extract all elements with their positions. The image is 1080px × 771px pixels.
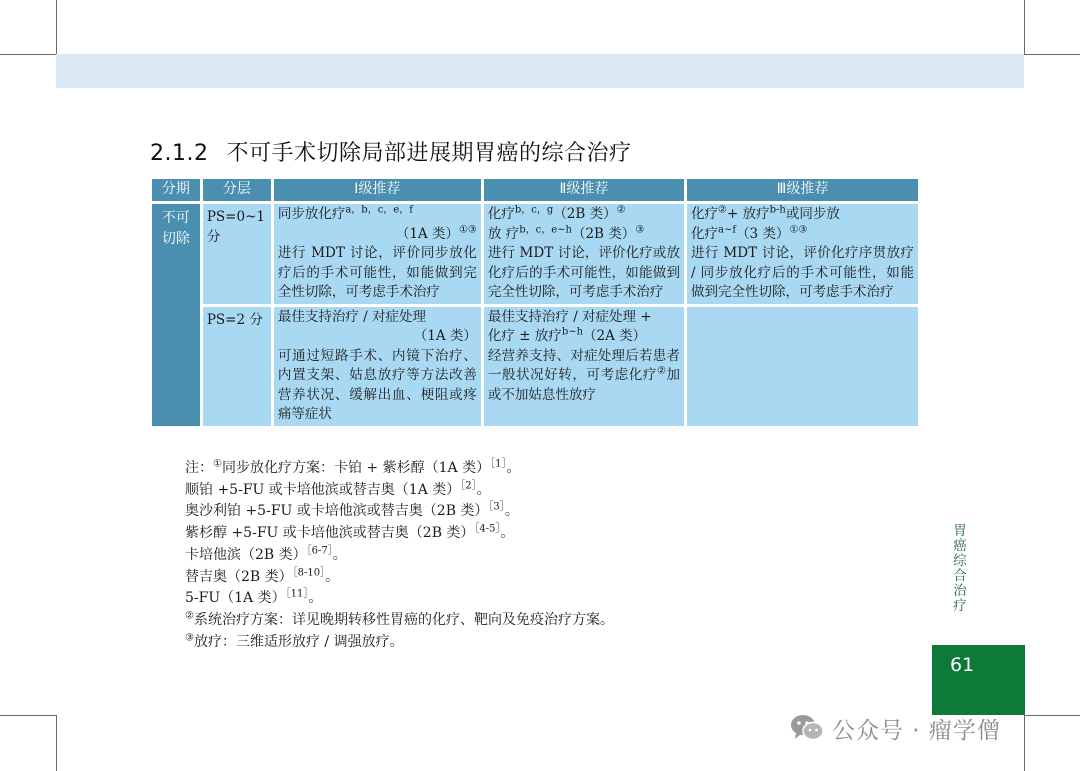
crop-mark bbox=[56, 715, 57, 771]
footnotes bbox=[185, 458, 614, 653]
page-number: 61 bbox=[950, 654, 975, 676]
footnote-line bbox=[185, 610, 614, 632]
cell-sup: ② bbox=[718, 204, 727, 216]
cell-sup: ② bbox=[616, 204, 626, 216]
cell-sup: b~h bbox=[561, 326, 584, 338]
level3-cell bbox=[687, 204, 918, 304]
cell-text: （3 类） bbox=[736, 225, 790, 242]
level2-cell bbox=[484, 307, 684, 426]
note-end: 。 bbox=[500, 525, 515, 542]
watermark bbox=[790, 708, 1001, 748]
crop-mark bbox=[0, 715, 56, 716]
page-number-box bbox=[932, 645, 1025, 715]
cell-text: 或同步放 bbox=[785, 206, 840, 222]
note-ref: ［6-7］ bbox=[306, 545, 333, 557]
header-level1: Ⅰ级推荐 bbox=[274, 179, 481, 201]
chapter-side-title bbox=[952, 524, 968, 614]
side-char: 疗 bbox=[953, 598, 967, 614]
cell-text: 可通过短路手术、内镜下治疗、内置支架、姑息放疗等方法改善营养状况、缓解出血、梗阻或疼痛等症状 bbox=[277, 347, 477, 422]
note-text: 系统治疗方案：详见晚期转移性胃癌的化疗、靶向及免疫治疗方案。 bbox=[193, 611, 614, 628]
side-char: 治 bbox=[953, 583, 967, 599]
crop-mark bbox=[1024, 0, 1025, 54]
footnote-line bbox=[185, 545, 614, 567]
cell-text: 化疗 bbox=[487, 206, 515, 222]
cell-sup: ② bbox=[656, 365, 667, 377]
note-text: 5-FU（1A 类） bbox=[185, 590, 286, 607]
cell-sup: ①③ bbox=[458, 224, 477, 235]
note-ref: ［1］ bbox=[490, 458, 507, 470]
crop-mark bbox=[1024, 715, 1025, 771]
note-end: 。 bbox=[476, 481, 491, 498]
cell-text: （2B 类） bbox=[571, 225, 636, 242]
footnote-line bbox=[185, 588, 614, 610]
note-text: 放疗：三维适形放疗 / 调强放疗。 bbox=[193, 633, 404, 650]
level2-cell bbox=[484, 204, 684, 304]
cell-sup: a，b，c，e，f bbox=[345, 204, 413, 216]
note-text: 替吉奥（2B 类） bbox=[185, 568, 293, 585]
crop-mark bbox=[0, 54, 56, 55]
cell-text: 同步放化疗 bbox=[277, 206, 346, 222]
cell-text: 最佳支持治疗 / 对症处理 bbox=[277, 308, 426, 325]
cell-text: 最佳支持治疗 / 对症处理 + bbox=[487, 308, 652, 325]
layer-cell: PS=0~1 分 bbox=[203, 204, 271, 304]
wechat-icon bbox=[790, 714, 824, 742]
cell-sup: b，c，g bbox=[514, 204, 554, 216]
cell-text: 加或不加姑息性放疗 bbox=[487, 367, 681, 403]
side-char: 胃 bbox=[953, 523, 967, 539]
cell-text: 进行 MDT 讨论，评价化疗序贯放疗 / 同步放化疗后的手术可能性，如能做到完全性切除，可考虑手术治疗 bbox=[691, 245, 914, 300]
cell-sup: b，c，e~h bbox=[519, 224, 572, 235]
table-row bbox=[152, 307, 918, 426]
note-ref: ［11］ bbox=[285, 588, 309, 600]
table-header-row bbox=[152, 179, 918, 201]
note-end: 。 bbox=[504, 503, 519, 520]
cell-text: 化疗 bbox=[691, 225, 719, 242]
cell-text: （2B 类） bbox=[553, 206, 617, 222]
watermark-text: 公众号 · 瘤学僧 bbox=[832, 717, 1001, 744]
note-text: 奥沙利铂 +5-FU 或卡培他滨或替吉奥（2B 类） bbox=[185, 503, 489, 520]
header-layer: 分层 bbox=[203, 179, 271, 201]
note-mark: ② bbox=[185, 610, 194, 622]
note-text: 紫杉醇 +5-FU 或卡培他滨或替吉奥（2B 类） bbox=[185, 525, 475, 542]
footnote-line bbox=[185, 632, 614, 654]
header-level2: Ⅱ级推荐 bbox=[484, 179, 684, 201]
note-ref: ［3］ bbox=[488, 501, 505, 513]
cell-text: 化疗 bbox=[691, 206, 719, 222]
cell-text: （2A 类） bbox=[583, 328, 647, 344]
cell-text: 经营养支持、对症处理后若患者一般状况好转，可考虑化疗 bbox=[487, 347, 681, 383]
cell-sup: a~f bbox=[718, 224, 737, 235]
note-text: 卡培他滨（2B 类） bbox=[185, 546, 307, 563]
note-prefix: 注： bbox=[185, 460, 213, 476]
footnote-line bbox=[185, 567, 614, 589]
note-end: 。 bbox=[308, 590, 323, 607]
footnote-line bbox=[185, 480, 614, 502]
note-end: 。 bbox=[332, 546, 347, 563]
crop-mark bbox=[1024, 715, 1080, 716]
note-text: 同步放化疗方案：卡铂 + 紫杉醇（1A 类） bbox=[221, 460, 491, 476]
side-char: 癌 bbox=[953, 538, 967, 554]
footnote-line bbox=[185, 523, 614, 545]
cell-text: 化疗 ± 放疗 bbox=[487, 328, 562, 344]
level3-cell-empty bbox=[687, 307, 918, 426]
cell-text: 放 疗 bbox=[487, 225, 520, 242]
cell-text: 进行 MDT 讨论，评价同步放化疗后的手术可能性，如能做到完全性切除，可考虑手术治疗 bbox=[277, 245, 477, 300]
recommendation-table bbox=[149, 176, 921, 429]
note-mark: ③ bbox=[185, 631, 194, 643]
section-heading: 不可手术切除局部进展期胃癌的综合治疗 bbox=[226, 141, 632, 166]
note-end: 。 bbox=[506, 460, 521, 476]
section-number: 2.1.2 bbox=[150, 141, 209, 166]
section-title bbox=[150, 136, 632, 167]
note-mark: ① bbox=[213, 458, 222, 470]
side-char: 合 bbox=[953, 568, 967, 584]
crop-mark bbox=[1024, 54, 1080, 55]
level1-cell bbox=[274, 204, 481, 304]
note-ref: ［8-10］ bbox=[292, 566, 326, 578]
layer-cell: PS=2 分 bbox=[203, 307, 271, 426]
footnote-line bbox=[185, 501, 614, 523]
cell-sup: b-h bbox=[769, 204, 786, 216]
cell-text: （1A 类） bbox=[395, 225, 459, 242]
crop-mark bbox=[56, 0, 57, 54]
side-char: 综 bbox=[953, 553, 967, 569]
cell-sup: ③ bbox=[635, 224, 645, 235]
level1-cell bbox=[274, 307, 481, 426]
header-level3: Ⅲ级推荐 bbox=[687, 179, 918, 201]
note-text: 顺铂 +5-FU 或卡培他滨或替吉奥（1A 类） bbox=[185, 481, 461, 498]
table-row bbox=[152, 204, 918, 304]
footnote-line bbox=[185, 458, 614, 480]
header-stage: 分期 bbox=[152, 179, 200, 201]
note-end: 。 bbox=[325, 568, 340, 585]
note-ref: ［2］ bbox=[460, 480, 477, 492]
cell-text: 进行 MDT 讨论，评价化疗或放化疗后的手术可能性，如能做到完全性切除，可考虑手术治疗 bbox=[487, 245, 681, 300]
stage-cell: 不可 切除 bbox=[152, 204, 200, 426]
cell-text: （1A 类） bbox=[413, 328, 477, 344]
cell-text: + 放疗 bbox=[726, 206, 770, 222]
cell-sup: ①③ bbox=[789, 224, 808, 235]
header-band bbox=[56, 54, 1024, 88]
note-ref: ［4-5］ bbox=[474, 523, 501, 535]
